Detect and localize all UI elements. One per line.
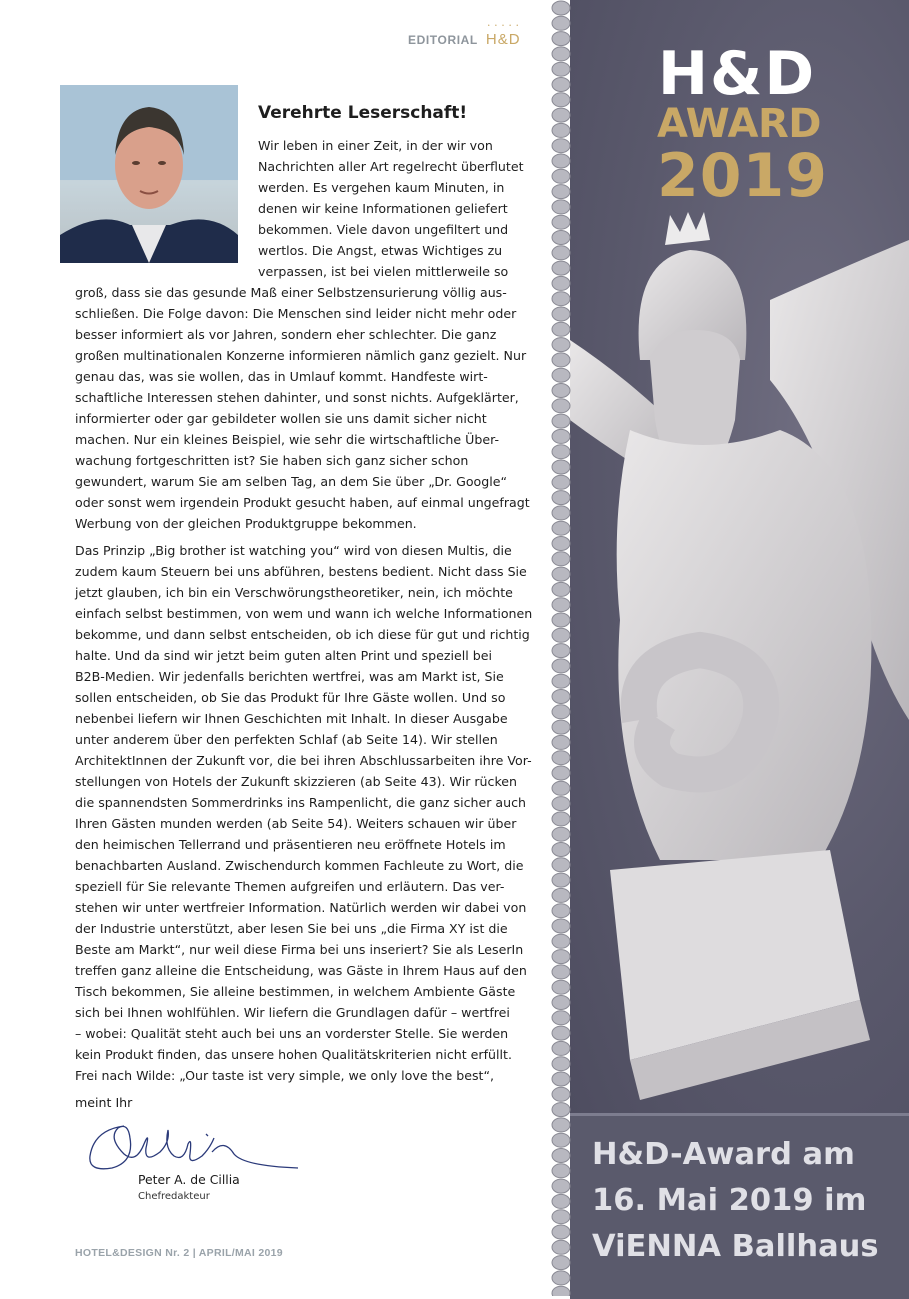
binding-ring (552, 1133, 570, 1147)
text-line: sich bei Ihnen wohlfühlen. Wir liefern die Grundlagen dafür – wertfrei (75, 1005, 510, 1020)
text-line: treffen ganz alleine die Entscheidung, was Gäste in Ihrem Haus auf den (75, 963, 527, 978)
text-line: den heimischen Tellerrand und präsentieren neu eröffnete Hotels im (75, 837, 506, 852)
binding-ring (552, 1210, 570, 1224)
binding-ring (552, 491, 570, 505)
author-name: Peter A. de Cillia (138, 1172, 240, 1187)
salutation-heading: Verehrte Leserschaft! (258, 103, 468, 123)
text-line: verpassen, ist bei vielen mittlerweile so (258, 264, 509, 279)
binding-ring (552, 1286, 570, 1296)
binding-ring (552, 1103, 570, 1117)
text-line: gewundert, warum Sie am selben Tag, an dem Sie über „Dr. Google“ (75, 474, 508, 489)
binding-ring (552, 858, 570, 872)
text-line: Ihren Gästen munden werden (ab Seite 54). Weiters schauen wir über (75, 816, 517, 831)
binding-ring (552, 751, 570, 765)
binding-ring (552, 567, 570, 581)
binding-ring (552, 843, 570, 857)
binding-ring (552, 1087, 570, 1101)
text-line: B2B-Medien. Wir jedenfalls berichten wertfrei, was am Markt ist, Sie (75, 669, 504, 684)
binding-ring (552, 399, 570, 413)
binding-ring (552, 261, 570, 275)
text-line: stehen wir unter wertfreier Information. Natürlich werden wir dabei von (75, 900, 527, 915)
body-paragraph (75, 282, 530, 534)
text-line: bekomme, und dann selbst entscheiden, ob ich diese für gut und richtig (75, 627, 530, 642)
binding-ring (552, 32, 570, 46)
binding-ring (552, 108, 570, 122)
logo-stars: • • • • • (487, 23, 521, 29)
binding-ring (552, 766, 570, 780)
binding-ring (552, 445, 570, 459)
text-line: Frei nach Wilde: „Our taste ist very simple, we only love the best“, (75, 1068, 495, 1083)
binding-ring (552, 1, 570, 15)
text-line: einfach selbst bestimmen, von wem und wann ich welche Informationen (75, 606, 533, 621)
binding-ring (552, 537, 570, 551)
binding-ring (552, 154, 570, 168)
binding-ring (552, 185, 570, 199)
binding-ring (552, 506, 570, 520)
author-role: Chefredakteur (138, 1191, 210, 1202)
binding-ring (552, 1011, 570, 1025)
binding-ring (552, 659, 570, 673)
band-line-3: ViENNA Ballhaus (592, 1229, 879, 1264)
award-hd: H&D (657, 39, 817, 109)
binding-ring (552, 93, 570, 107)
binding-ring (552, 429, 570, 443)
binding-ring (552, 1118, 570, 1132)
award-info-text (592, 1132, 879, 1270)
binding-ring (552, 139, 570, 153)
text-line: Beste am Markt“, nur weil diese Firma bei uns inseriert? Sie als LeserIn (75, 942, 524, 957)
text-line: kein Produkt finden, das unsere hohen Qualitätskriterien nicht erfüllt. (75, 1047, 512, 1062)
issue-footer: HOTEL&DESIGN Nr. 2 | APRIL/MAI 2019 (75, 1247, 283, 1259)
binding-ring (552, 1271, 570, 1285)
binding-ring (552, 613, 570, 627)
binding-ring (552, 338, 570, 352)
binding-ring (552, 460, 570, 474)
binding-ring (552, 322, 570, 336)
binding-ring (552, 904, 570, 918)
text-line: genau das, was sie wollen, das in Umlauf kommt. Handfeste wirt- (75, 369, 488, 384)
award-title (657, 39, 828, 211)
binding-ring (552, 521, 570, 535)
binding-ring (552, 1240, 570, 1254)
binding-ring (552, 231, 570, 245)
binding-rings (550, 0, 572, 1296)
binding-ring (552, 996, 570, 1010)
binding-ring (552, 797, 570, 811)
text-line: speziell für Sie relevante Themen aufgreifen und erläutern. Das ver- (75, 879, 505, 894)
binding-ring (552, 705, 570, 719)
text-line: Tisch bekommen, Sie alleine bestimmen, in welchem Ambiente Gäste (75, 984, 516, 999)
binding-ring (552, 1026, 570, 1040)
binding-ring (552, 674, 570, 688)
binding-ring (552, 200, 570, 214)
award-word: AWARD (657, 101, 821, 147)
second-paragraph (75, 540, 532, 1086)
binding-ring (552, 950, 570, 964)
text-line: großen multinationalen Konzerne informieren nämlich ganz gezielt. Nur (75, 348, 527, 363)
author-photo (60, 85, 238, 263)
binding-ring (552, 123, 570, 137)
text-line: der Industrie unterstützt, aber lesen Sie bei uns „die Firma XY ist die (75, 921, 508, 936)
award-year: 2019 (657, 141, 828, 211)
text-line: werden. Es vergehen kaum Minuten, in (258, 180, 505, 195)
binding-ring (552, 368, 570, 382)
text-line: informierter oder gar gebildeter wollen sie uns damit sicher nicht (75, 411, 487, 426)
binding-ring (552, 1225, 570, 1239)
binding-ring (552, 735, 570, 749)
binding-ring (552, 690, 570, 704)
binding-ring (552, 47, 570, 61)
binding-ring (552, 582, 570, 596)
binding-ring (552, 1164, 570, 1178)
binding-ring (552, 781, 570, 795)
text-line: jetzt glauben, ich bin ein Verschwörungstheoretiker, nein, ich möchte (75, 585, 513, 600)
intro-paragraph (258, 135, 524, 282)
binding-ring (552, 827, 570, 841)
section-label: EDITORIAL (408, 32, 478, 47)
closing-text: meint Ihr (75, 1095, 133, 1110)
binding-ring (552, 62, 570, 76)
text-line: Wir leben in einer Zeit, in der wir von (258, 138, 493, 153)
text-line: benachbarten Ausland. Zwischendurch kommen Fachleute zu Wort, die (75, 858, 524, 873)
text-line: oder sonst wem irgendein Produkt gesucht haben, auf einmal ungefragt (75, 495, 530, 510)
binding-ring (552, 934, 570, 948)
binding-ring (552, 475, 570, 489)
binding-ring (552, 1194, 570, 1208)
text-line: Nachrichten aller Art regelrecht überflutet (258, 159, 524, 174)
binding-ring (552, 965, 570, 979)
signature (84, 1108, 304, 1178)
text-line: wertlos. Die Angst, etwas Wichtiges zu (258, 243, 503, 258)
binding-ring (552, 246, 570, 260)
binding-ring (552, 598, 570, 612)
binding-ring (552, 1179, 570, 1193)
binding-ring (552, 384, 570, 398)
binding-ring (552, 1149, 570, 1163)
binding-ring (552, 873, 570, 887)
binding-ring (552, 169, 570, 183)
text-line: groß, dass sie das gesunde Maß einer Selbstzensurierung völlig aus- (75, 285, 507, 300)
band-line-1: H&D-Award am (592, 1137, 855, 1172)
binding-ring (552, 1041, 570, 1055)
binding-ring (552, 16, 570, 30)
binding-ring (552, 215, 570, 229)
text-line: stellungen von Hotels der Zukunft skizzieren (ab Seite 43). Wir rücken (75, 774, 518, 789)
text-line: – wobei: Qualität steht auch bei uns an vorderster Stelle. Sie werden (75, 1026, 509, 1041)
text-line: nebenbei liefern wir Ihnen Geschichten mit Inhalt. In dieser Ausgabe (75, 711, 508, 726)
text-line: wachung fortgeschritten ist? Sie haben sich ganz sicher schon (75, 453, 469, 468)
binding-ring (552, 276, 570, 290)
binding-ring (552, 888, 570, 902)
text-line: Das Prinzip „Big brother ist watching you“ wird von diesen Multis, die (75, 543, 512, 558)
binding-ring (552, 812, 570, 826)
binding-ring (552, 78, 570, 92)
text-line: unter anderem über den perfekten Schlaf (ab Seite 14). Wir stellen (75, 732, 498, 747)
text-line: denen wir keine Informationen geliefert (258, 201, 508, 216)
text-line: schließen. Die Folge davon: Die Menschen sind leider nicht mehr oder (75, 306, 517, 321)
binding-ring (552, 919, 570, 933)
binding-ring (552, 353, 570, 367)
binding-ring (552, 720, 570, 734)
binding-ring (552, 1072, 570, 1086)
binding-ring (552, 980, 570, 994)
binding-ring (552, 628, 570, 642)
text-line: schaftliche Interessen stehen dahinter, und sonst nichts. Aufgeklärter, (75, 390, 519, 405)
page-header (408, 23, 521, 48)
binding-ring (552, 307, 570, 321)
binding-ring (552, 644, 570, 658)
text-line: bekommen. Viele davon ungefiltert und (258, 222, 509, 237)
binding-ring (552, 414, 570, 428)
binding-ring (552, 1057, 570, 1071)
hd-logo (485, 23, 521, 48)
binding-ring (552, 1256, 570, 1270)
text-line: ArchitektInnen der Zukunft vor, die bei ihren Abschlussarbeiten ihre Vor- (75, 753, 532, 768)
text-line: zudem kaum Steuern bei uns abführen, bestens bedient. Nicht dass Sie (75, 564, 527, 579)
text-line: die spannendsten Sommerdrinks ins Rampenlicht, die ganz sicher auch (75, 795, 527, 810)
band-line-2: 16. Mai 2019 im (592, 1183, 867, 1218)
text-line: Werbung von der gleichen Produktgruppe bekommen. (75, 516, 417, 531)
logo-text: H&D (485, 31, 521, 48)
text-line: besser informiert als vor Jahren, sondern eher schlechter. Die ganz (75, 327, 497, 342)
binding-ring (552, 292, 570, 306)
binding-ring (552, 552, 570, 566)
text-line: sollen entscheiden, ob Sie das Produkt für Ihre Gäste wollen. Und so (75, 690, 506, 705)
text-line: halte. Und da sind wir jetzt beim guten alten Print und speziell bei (75, 648, 492, 663)
text-line: machen. Nur ein kleines Beispiel, wie sehr die wirtschaftliche Über- (75, 432, 500, 447)
